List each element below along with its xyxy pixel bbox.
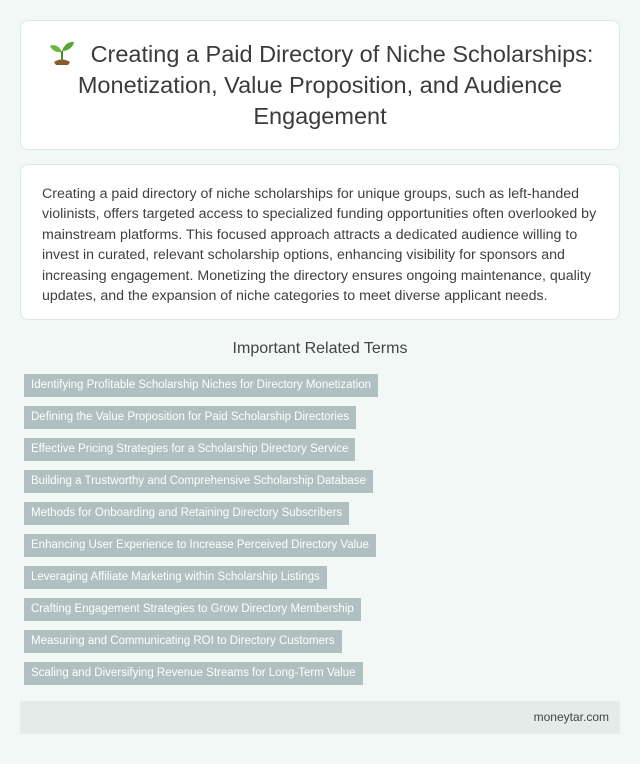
related-term-tag[interactable]: Effective Pricing Strategies for a Scholarship Directory Service — [24, 438, 355, 461]
footer — [20, 701, 620, 734]
related-term-tag[interactable]: Identifying Profitable Scholarship Niches for Directory Monetization — [24, 374, 378, 397]
related-term-tag[interactable]: Measuring and Communicating ROI to Directory Customers — [24, 630, 342, 653]
related-term-tag[interactable]: Scaling and Diversifying Revenue Streams for Long-Term Value — [24, 662, 363, 685]
related-terms-heading: Important Related Terms — [232, 340, 408, 357]
footer-site-link[interactable]: moneytar.com — [533, 710, 609, 724]
related-term-tag[interactable]: Defining the Value Proposition for Paid Scholarship Directories — [24, 406, 356, 429]
related-term-tag[interactable]: Methods for Onboarding and Retaining Directory Subscribers — [24, 502, 349, 525]
related-term-tag[interactable]: Building a Trustworthy and Comprehensive Scholarship Database — [24, 470, 373, 493]
page-title-text: Creating a Paid Directory of Niche Scholarships: Monetization, Value Proposition, and Audience Engagement — [77, 40, 594, 129]
title-card — [20, 20, 620, 150]
description-text: Creating a paid directory of niche scholarships for unique groups, such as left-handed violinists, offers targeted access to specialized funding opportunities often overlooked by mainstream platforms. This focused approach attracts a dedicated audience willing to invest in curated, relevant scholarship options, enhancing visibility for sponsors and increasing engagement. Monetizing the directory ensures ongoing maintenance, quality updates, and the expansion of niche categories to meet diverse applicant needs. — [42, 186, 597, 305]
sprout-icon — [47, 39, 77, 65]
related-term-tag[interactable]: Leveraging Affiliate Marketing within Scholarship Listings — [24, 566, 327, 589]
description-card — [20, 164, 620, 320]
related-term-tag[interactable]: Crafting Engagement Strategies to Grow Directory Membership — [24, 598, 361, 621]
related-terms-list — [24, 374, 624, 694]
page-title — [45, 39, 595, 132]
related-term-tag[interactable]: Enhancing User Experience to Increase Perceived Directory Value — [24, 534, 376, 557]
